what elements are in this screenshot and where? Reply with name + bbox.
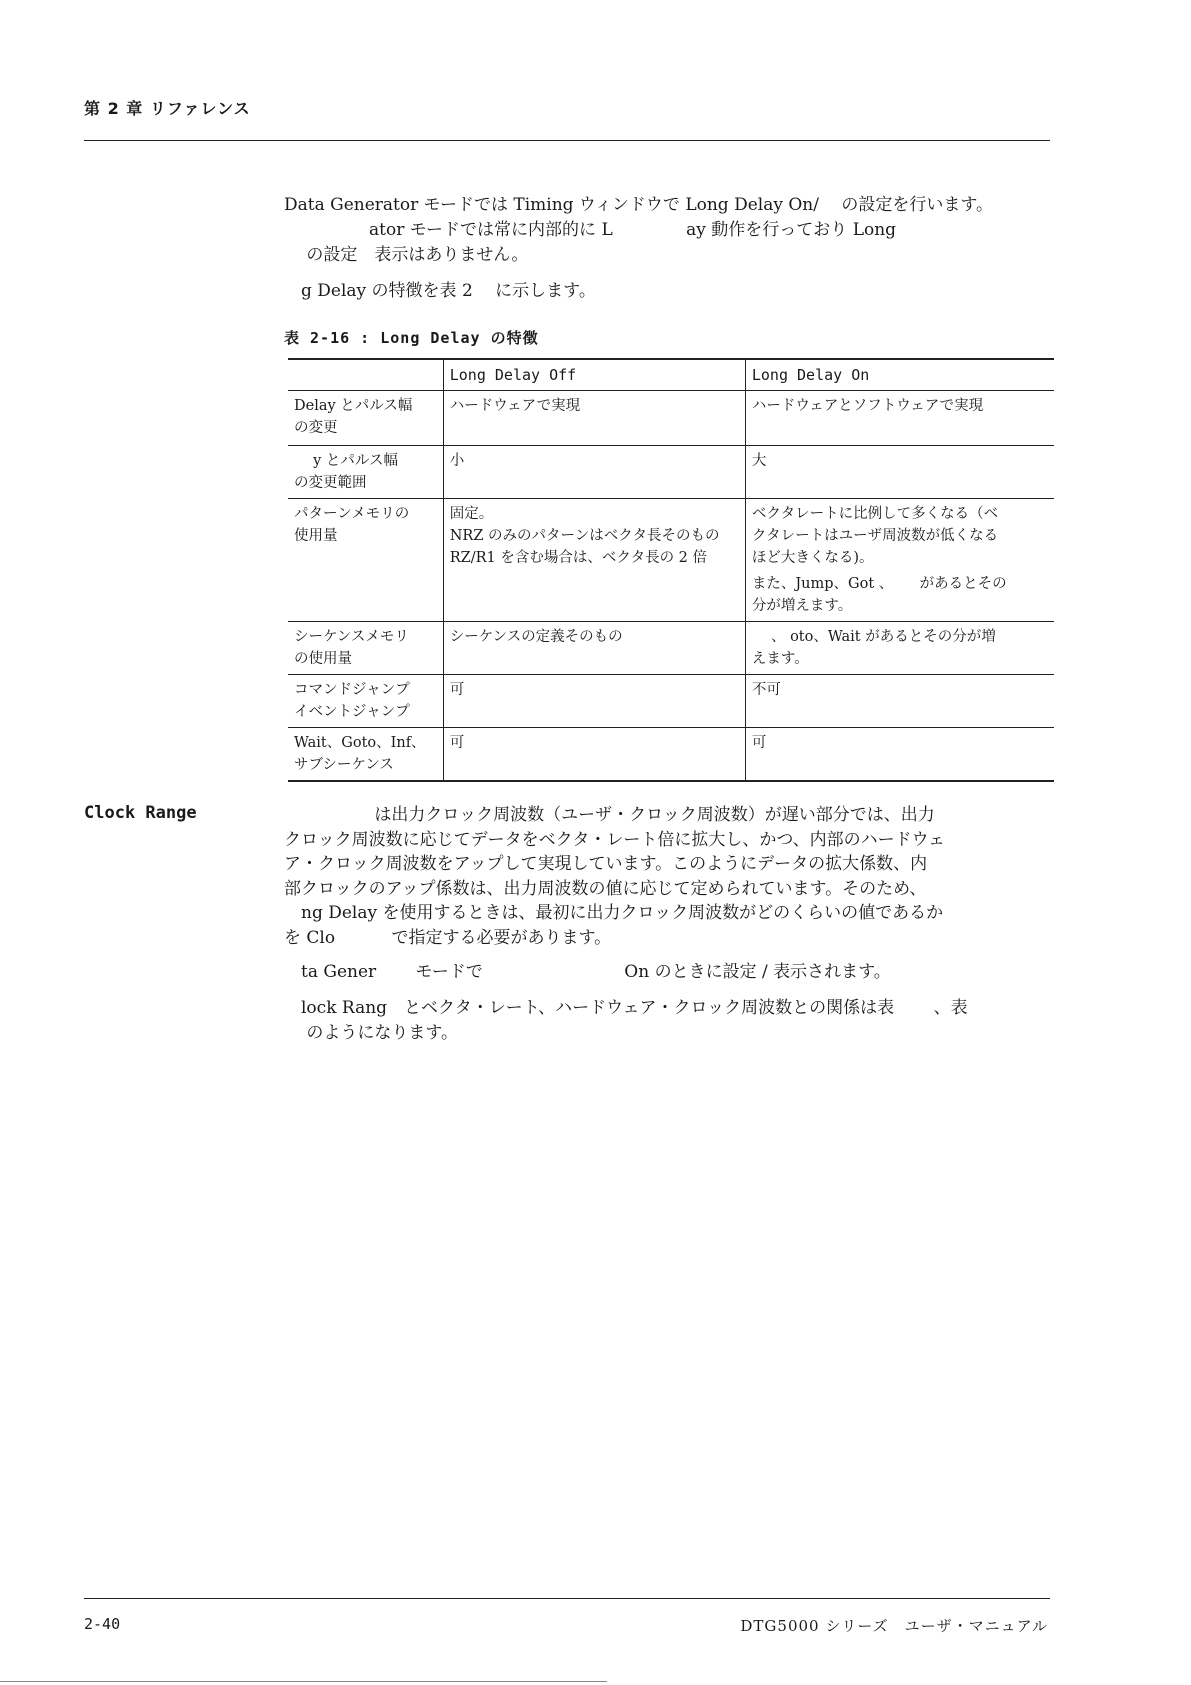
clock-range-paragraph-3 [284,996,1050,1046]
table-row [288,622,1054,675]
text-line: クロック周波数に応じてデータをベクタ・レート倍に拡大し、かつ、内部のハードウェ [284,829,945,850]
table-cell [443,728,745,782]
table-cell [745,446,1054,499]
cell-text: 可 [449,735,465,751]
cell-text: 分が増えます。 [751,598,853,614]
text-line: を Clo で指定する必要があります。 [284,927,612,948]
cell-text: ベクタレートに比例して多くなる（ベ [751,506,999,522]
cell-text: の変更 [294,420,338,436]
table-row [288,499,1054,622]
table-cell [745,675,1054,728]
table-cell [288,622,443,675]
text-line: のようになります。 [284,1023,459,1043]
cell-text: y とパルス幅 [294,453,398,469]
page-number: 2-40 [84,1615,121,1633]
table-cell [443,622,745,675]
cell-text: 使用量 [294,528,338,544]
cell-text: Wait、Goto、Inf、 [294,735,426,751]
text-line: の設定 表示はありません。 [284,245,529,265]
cell-text: 小 [449,453,465,469]
text-line: lock Rang とベクタ・レート、ハードウェア・クロック周波数との関係は表 、表 [284,998,968,1018]
table-cell [745,728,1054,782]
cell-text: Delay とパルス幅 [294,398,413,414]
table-cell [443,391,745,446]
intro-paragraph-1 [284,193,1050,268]
cell-text: 固定。 [449,506,494,522]
cell-text: パターンメモリの [294,506,410,522]
cell-text: シーケンスメモリ [294,629,409,645]
table-cell [443,675,745,728]
text-line: ア・クロック周波数をアップして実現しています。このようにデータの拡大係数、内 [284,854,928,875]
cell-text: 可 [449,682,465,698]
clock-range-paragraph-1 [284,803,1050,951]
clock-range-paragraph-2: ta Gener モードで On のときに設定 / 表示されます。 [284,962,891,982]
table-cell [745,499,1054,622]
cell-text: えます。 [751,651,809,667]
clock-range-heading: Clock Range [84,803,197,823]
cell-text: 不可 [751,682,781,698]
cell-text: NRZ のみのパターンはベクタ長そのもの [449,528,720,544]
cell-text: クタレートはユーザ周波数が低くなる [751,528,999,544]
cell-text: ほど大きくなる)。 [751,550,874,566]
table-header-cell: Long Delay On [745,359,1054,391]
cell-text: ハードウェアとソフトウェアで実現 [751,398,984,414]
feature-table [288,358,1054,782]
cell-text: 大 [751,453,767,469]
table-cell [288,446,443,499]
cell-text: シーケンスの定義そのもの [449,629,623,645]
cell-text: ハードウェアで実現 [449,398,581,414]
text-line: 部クロックのアップ係数は、出力周波数の値に応じて定められています。そのため、 [284,878,927,899]
scan-edge-line [0,1681,607,1682]
cell-text: コマンドジャンプ [294,682,410,698]
intro-paragraph-2: g Delay の特徴を表 2 に示します。 [284,281,596,301]
text-line: ng Delay を使用するときは、最初に出力クロック周波数がどのくらいの値であるか [284,903,944,924]
table-cell [288,675,443,728]
chapter-heading: 第 2 章 リファレンス [84,99,251,118]
cell-text: RZ/R1 を含む場合は、ベクタ長の 2 倍 [449,550,708,566]
header-rule [84,140,1050,141]
table-caption: 表 2-16 : Long Delay の特徴 [284,329,539,347]
table-cell [745,622,1054,675]
manual-title: DTG5000 シリーズ ユーザ・マニュアル [740,1617,1048,1635]
text-line: Data Generator モードでは Timing ウィンドウで Long Delay On/ の設定を行います。 [284,195,994,215]
table-row [288,391,1054,446]
table-cell [288,391,443,446]
text-line: ator モードでは常に内部的に L ay 動作を行っており Long [284,220,897,240]
cell-text: サブシーケンス [294,757,394,773]
footer-rule [84,1598,1050,1599]
table-cell [443,499,745,622]
cell-text: また、Jump、Got 、 があるとその [751,576,1007,592]
table-row [288,675,1054,728]
table-header-row [288,359,1054,391]
table-header-cell: Long Delay Off [443,359,745,391]
cell-text: の変更範囲 [294,475,367,491]
table-cell [443,446,745,499]
cell-text: の使用量 [294,651,352,667]
table-row [288,728,1054,782]
table-row [288,446,1054,499]
table-cell [288,728,443,782]
cell-text: イベントジャンプ [294,704,410,720]
table-header-cell [288,359,443,391]
cell-text: 、 oto、Wait があるとその分が増 [751,629,996,645]
cell-text: 可 [751,735,767,751]
table-cell [288,499,443,622]
table-cell [745,391,1054,446]
text-line: は出力クロック周波数（ユーザ・クロック周波数）が遅い部分では、出力 [284,805,935,825]
